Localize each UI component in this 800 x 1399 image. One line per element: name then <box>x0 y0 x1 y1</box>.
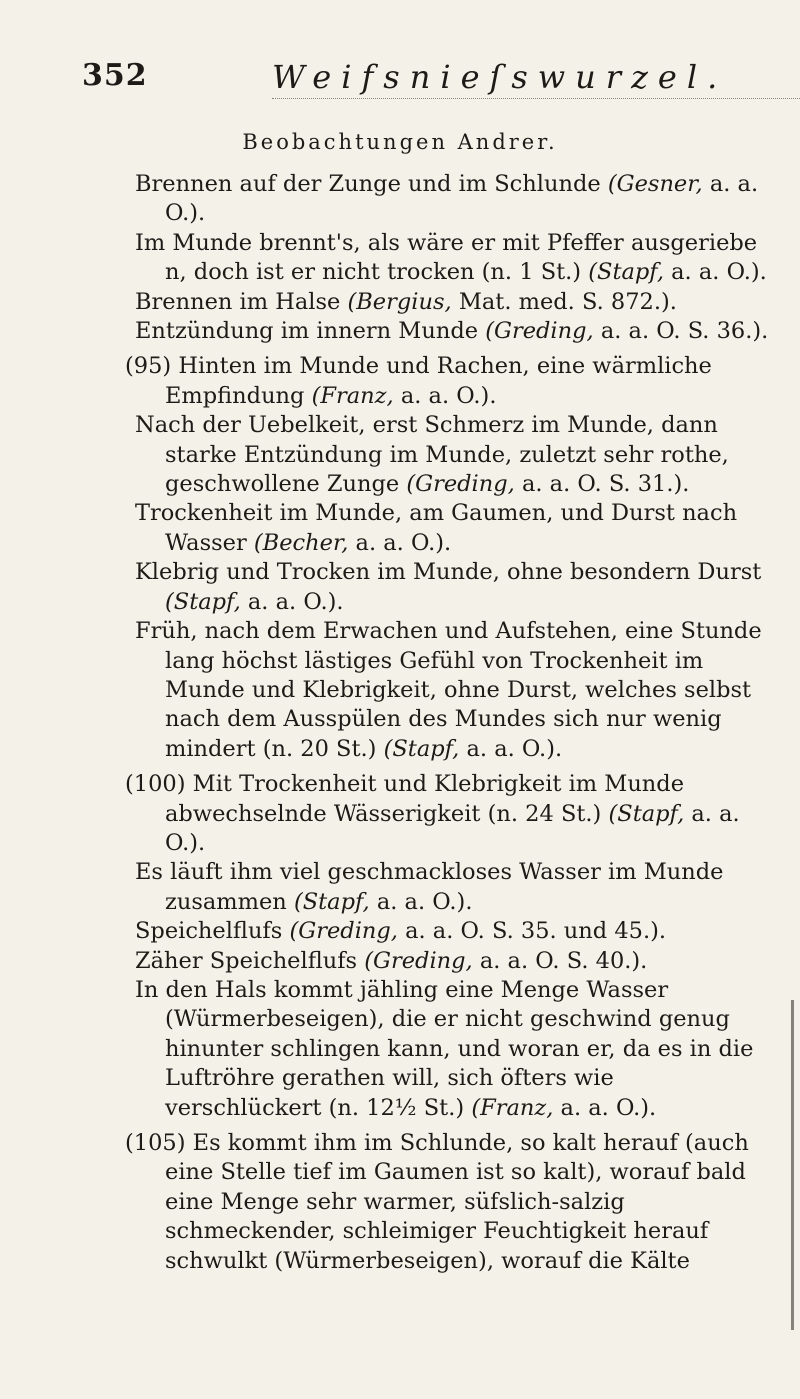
entry-numbered: (105) Es kommt ihm im Schlunde, so kalt herauf (auch eine Stelle tief im Gaumen ist so kalt), worauf bald eine Menge sehr warmer, süfslich-salzig schmeckender, schleimiger Feuchtigkeit herauf schwulkt (Würmerbeseigen), worauf die Kälte <box>125 1130 749 1274</box>
entry: Nach der Uebelkeit, erst Schmerz im Munde, dann starke Entzündung im Munde, zuletzt sehr rothe, geschwollene Zunge (Greding, a. a. O. S. 31.). <box>135 412 729 498</box>
entry: Entzündung im innern Munde (Greding, a. a. O. S. 36.). <box>135 318 769 345</box>
entry-numbered: (100) Mit Trockenheit und Klebrigkeit im Munde abwechselnde Wässerigkeit (n. 24 St.) (Stapf, a. a. O.). <box>125 771 740 856</box>
entry: Trockenheit im Munde, am Gaumen, und Durst nach Wasser (Becher, a. a. O.). <box>135 500 738 556</box>
header-rule <box>272 98 800 99</box>
entry: Im Munde brennt's, als wäre er mit Pfeffer ausgeriebe n, doch ist er nicht trocken (n. 1 St.) (Stapf, a. a. O.). <box>135 229 767 286</box>
entry-number: (105) <box>125 1130 186 1156</box>
entry: Brennen auf der Zunge und im Schlunde (Gesner, a. a. O.). <box>135 171 759 227</box>
text-body <box>125 170 775 1276</box>
entry: Zäher Speichelflufs (Greding, a. a. O. S. 40.). <box>135 947 648 974</box>
entry: Speichelflufs (Greding, a. a. O. S. 35. und 45.). <box>135 918 667 945</box>
entry-numbered: (95) Hinten im Munde und Rachen, eine wärmliche Empfindung (Franz, a. a. O.). <box>125 353 712 409</box>
page-header <box>82 58 762 98</box>
entry: Es läuft ihm viel geschmackloses Wasser im Munde zusammen (Stapf, a. a. O.). <box>135 859 724 915</box>
entry-number: (95) <box>125 353 172 380</box>
entry: Früh, nach dem Erwachen und Aufstehen, eine Stunde lang höchst lästiges Gefühl von Trockenheit im Munde und Klebrigkeit, ohne Durst, welches selbst nach dem Ausspülen des Mundes sich nur wenig mindert (n. 20 St.) (Stapf, a. a. O.). <box>135 618 762 762</box>
page-number: 352 <box>82 58 148 93</box>
entry: In den Hals kommt jähling eine Menge Wasser (Würmerbeseigen), die er nicht geschwind genug hinunter schlingen kann, und woran er, da es in die Luftröhre gerathen will, sich öfters wie verschlückert (n. 12½ St.) (Franz, a. a. O.). <box>135 976 754 1121</box>
section-heading: Beobachtungen Andrer. <box>242 130 558 154</box>
entry-number: (100) <box>125 771 186 798</box>
entry: Brennen im Halse (Bergius, Mat. med. S. 872.). <box>135 288 677 315</box>
entry: Klebrig und Trocken im Munde, ohne besondern Durst (Stapf, a. a. O.). <box>135 559 762 615</box>
running-title: Weifsnieſswurzel. <box>272 58 728 96</box>
page-edge-shadow <box>791 1000 794 1330</box>
